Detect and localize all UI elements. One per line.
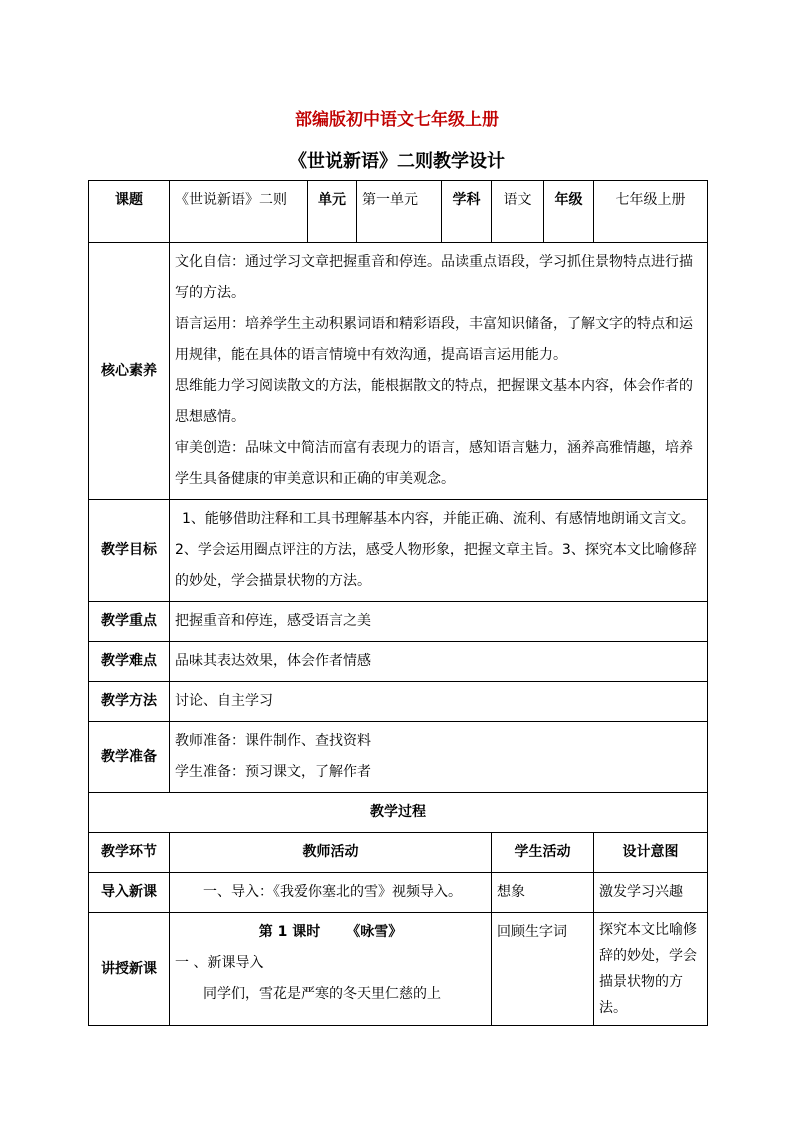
grade-value: 七年级上册 (594, 181, 708, 243)
lecture-student: 回顾生字词 (492, 913, 594, 1026)
lecture-paragraph: 同学们，雪花是严寒的冬天里仁慈的上 (203, 986, 441, 1002)
lecture-stage: 讲授新课 (89, 913, 170, 1026)
core-paragraph: 语言运用：培养学生主动积累词语和精彩语段，丰富知识储备，了解文字的特点和运用规律，能在具体的语言情境中有效沟通，提高语言运用能力。 (175, 316, 693, 363)
intro-stage: 导入新课 (89, 873, 170, 913)
core-content (170, 243, 708, 500)
process-lecture-row (89, 913, 708, 1026)
keypoints-label: 教学重点 (89, 602, 170, 642)
core-paragraph: 审美创造：品味文中简洁而富有表现力的语言，感知语言魅力，涵养高雅情趣，培养学生具备健康的审美意识和正确的审美观念。 (175, 440, 693, 487)
preparation-content (170, 722, 708, 793)
preparation-label: 教学准备 (89, 722, 170, 793)
subject-value: 语文 (492, 181, 544, 243)
process-header-stage: 教学环节 (89, 833, 170, 873)
core-paragraph: 思维能力学习阅读散文的方法，能根据散文的特点，把握课文基本内容，体会作者的思想感情。 (175, 378, 693, 425)
intro-student: 想象 (492, 873, 594, 913)
intro-intent: 激发学习兴趣 (594, 873, 708, 913)
student-preparation: 学生准备：预习课文，了解作者 (175, 764, 371, 780)
core-label: 核心素养 (89, 243, 170, 500)
lecture-section: 一 、新课导入 (175, 955, 264, 971)
difficulties-text: 品味其表达效果，体会作者情感 (170, 642, 708, 682)
grade-label: 年级 (544, 181, 594, 243)
core-paragraph: 文化自信：通过学习文章把握重音和停连。品读重点语段，学习抓住景物特点进行描写的方法。 (175, 254, 693, 301)
goals-row (89, 500, 708, 602)
lesson-heading (175, 917, 486, 948)
process-header-teacher: 教师活动 (170, 833, 492, 873)
keypoints-text: 把握重音和停连，感受语言之美 (170, 602, 708, 642)
process-title: 教学过程 (89, 793, 708, 833)
lesson-number: 第 1 课时 (258, 924, 321, 940)
topic-value: 《世说新语》二则 (170, 181, 308, 243)
process-header-student: 学生活动 (492, 833, 594, 873)
goals-text: 1、能够借助注释和工具书理解基本内容，并能正确、流利、有感情地朗诵文言文。 2、学会运用圈点评注的方法，感受人物形象，把握文章主旨。3、探究本文比喻修辞的妙处，学会描景状物的方法。 (170, 500, 708, 602)
lecture-teacher (170, 913, 492, 1026)
intro-teacher: 一、导入：《我爱你塞北的雪》视频导入。 (170, 873, 492, 913)
document-title: 《世说新语》二则教学设计 (289, 151, 505, 172)
methods-label: 教学方法 (89, 682, 170, 722)
process-intro-row (89, 873, 708, 913)
lesson-plan-table (88, 180, 708, 1026)
unit-value: 第一单元 (357, 181, 442, 243)
topic-label: 课题 (89, 181, 170, 243)
goals-label: 教学目标 (89, 500, 170, 602)
process-header-row (89, 833, 708, 873)
process-header-intent: 设计意图 (594, 833, 708, 873)
teacher-preparation: 教师准备：课件制作、查找资料 (175, 733, 371, 749)
methods-row (89, 682, 708, 722)
core-row (89, 243, 708, 500)
difficulties-row (89, 642, 708, 682)
unit-label: 单元 (308, 181, 357, 243)
subject-label: 学科 (442, 181, 492, 243)
methods-text: 讨论、自主学习 (170, 682, 708, 722)
process-title-row (89, 793, 708, 833)
lecture-intent: 探究本文比喻修辞的妙处，学会描景状物的方法。 (594, 913, 708, 1026)
lesson-name: 《咏雪》 (346, 924, 403, 940)
keypoints-row (89, 602, 708, 642)
difficulties-label: 教学难点 (89, 642, 170, 682)
info-row (89, 181, 708, 243)
series-title: 部编版初中语文七年级上册 (295, 110, 499, 130)
preparation-row (89, 722, 708, 793)
